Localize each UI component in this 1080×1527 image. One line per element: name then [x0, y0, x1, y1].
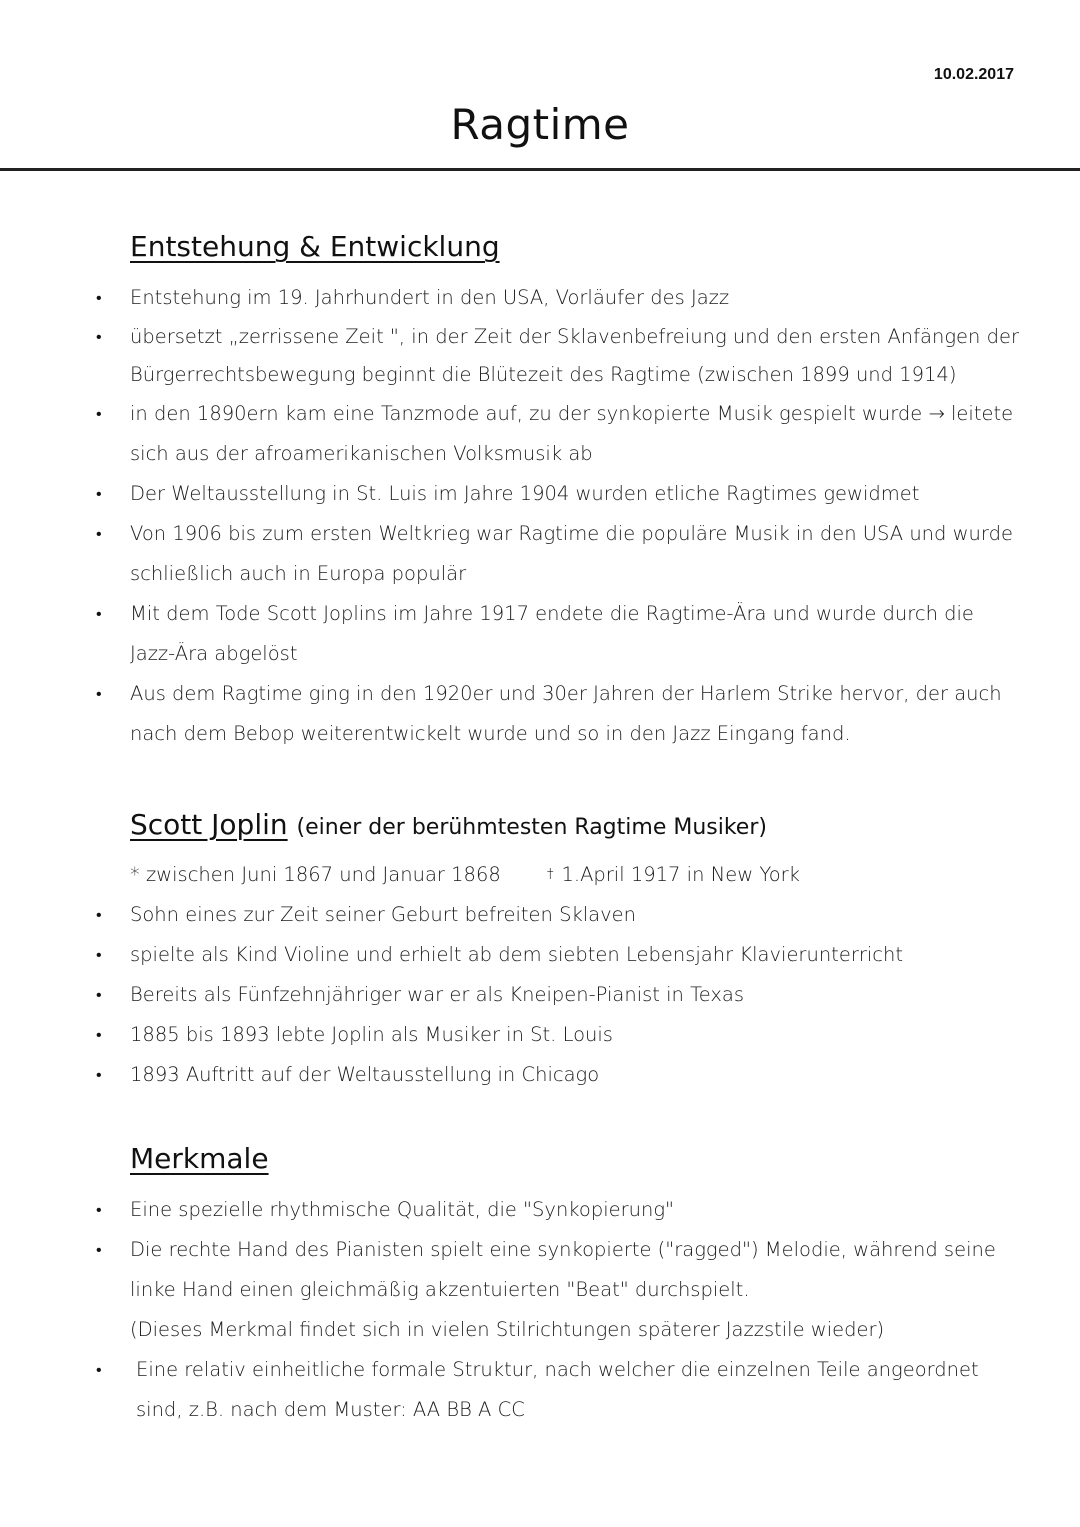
section-heading-text: Entstehung & Entwicklung — [130, 230, 500, 263]
death-date-group — [547, 863, 800, 886]
bullet-list-merkmale — [0, 1190, 1080, 1310]
list-item: • Die rechte Hand des Pianisten spielt eine synkopierte ("ragged") Melodie, während seine linke Hand einen gleichmäßig akzentuierten "Beat" durchspielt. — [0, 1230, 1080, 1310]
list-item: • spielte als Kind Violine und erhielt ab dem siebten Lebensjahr Klavierunterricht — [0, 935, 1080, 975]
bullet-list-joplin — [0, 895, 1080, 1095]
section-subheading: (einer der berühmtesten Ragtime Musiker) — [296, 815, 767, 840]
cross-icon: † — [546, 867, 554, 882]
list-item: • 1893 Auftritt auf der Weltausstellung in Chicago — [0, 1055, 1080, 1095]
list-item: • Aus dem Ragtime ging in den 1920er und 30er Jahren der Harlem Strike hervor, der auch nach dem Bebop weiterentwickelt wurde und so in den Jazz Eingang fand. — [0, 674, 1080, 754]
document-date: 10.02.2017 — [933, 66, 1014, 83]
list-item: • 1885 bis 1893 lebte Joplin als Musiker in St. Louis — [0, 1015, 1080, 1055]
section-heading-joplin — [130, 808, 767, 841]
death-date: 1.April 1917 in New York — [561, 863, 800, 886]
section-heading-text: Merkmale — [130, 1142, 269, 1175]
merkmal-note: (Dieses Merkmal findet sich in vielen Stilrichtungen späterer Jazzstile wieder) — [130, 1318, 885, 1341]
list-item: • Von 1906 bis zum ersten Weltkrieg war Ragtime die populäre Musik in den USA und wurde schließlich auch in Europa populär — [0, 514, 1080, 594]
section-heading-text: Scott Joplin — [130, 808, 288, 841]
document-title: Ragtime — [450, 100, 630, 149]
title-divider — [0, 168, 1080, 171]
list-item: • Eine relativ einheitliche formale Struktur, nach welcher die einzelnen Teile angeordnet sind, z.B. nach dem Muster: AA BB A CC — [0, 1350, 1080, 1430]
list-item: • Entstehung im 19. Jahrhundert in den USA, Vorläufer des Jazz — [0, 278, 1080, 318]
bullet-list-entstehung — [0, 278, 1080, 754]
list-item: • übersetzt „zerrissene Zeit ", in der Zeit der Sklavenbefreiung und den ersten Anfängen der Bürgerrechtsbewegung beginnt die Blütezeit des Ragtime (zwischen 1899 und 1914) — [0, 318, 1080, 394]
list-item: • Mit dem Tode Scott Joplins im Jahre 1917 endete die Ragtime-Ära und wurde durch die Jazz-Ära abgelöst — [0, 594, 1080, 674]
section-heading-entstehung — [130, 230, 500, 263]
list-item: • Sohn eines zur Zeit seiner Geburt befreiten Sklaven — [0, 895, 1080, 935]
list-item: • Bereits als Fünfzehnjähriger war er als Kneipen-Pianist in Texas — [0, 975, 1080, 1015]
section-heading-merkmale — [130, 1142, 269, 1175]
birth-date: * zwischen Juni 1867 und Januar 1868 — [130, 863, 501, 886]
list-item: • Eine spezielle rhythmische Qualität, die "Synkopierung" — [0, 1190, 1080, 1230]
list-item: • Der Weltausstellung in St. Luis im Jahre 1904 wurden etliche Ragtimes gewidmet — [0, 474, 1080, 514]
list-item: • in den 1890ern kam eine Tanzmode auf, zu der synkopierte Musik gespielt wurde → leitete sich aus der afroamerikanischen Volksmusik ab — [0, 394, 1080, 474]
life-dates — [130, 855, 800, 895]
bullet-list-merkmale-cont — [0, 1350, 1080, 1430]
